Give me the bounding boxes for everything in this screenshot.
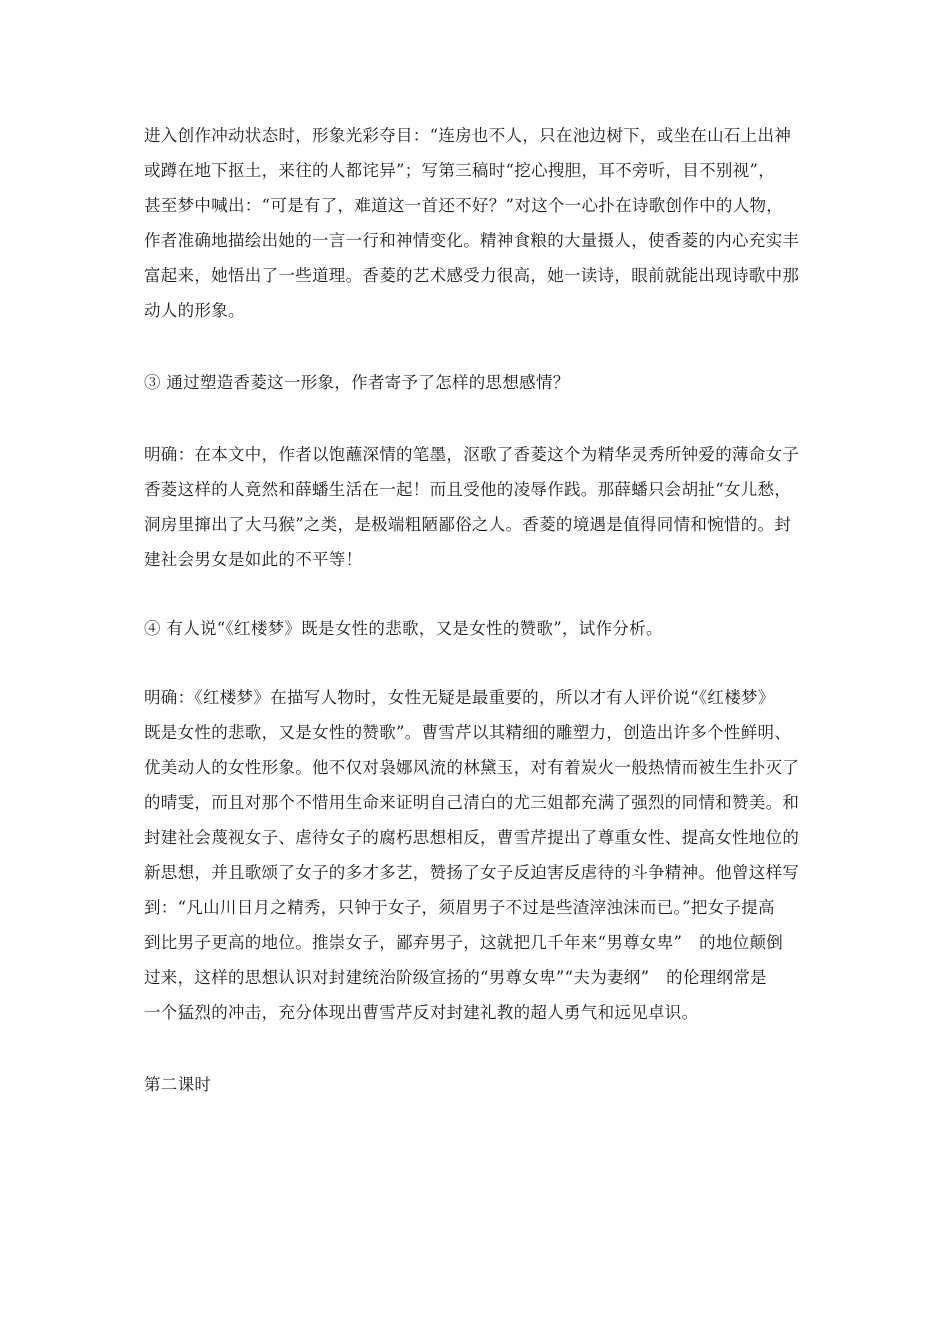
text-line: 的晴雯，而且对那个不惜用生命来证明自己清白的尤三姐都充满了强烈的同情和赞美。和 — [144, 793, 800, 812]
question-3: ③ 通过塑造香菱这一形象，作者寄予了怎样的思想感情？ — [144, 373, 570, 392]
text-line: 到比男子更高的地位。推崇女子，鄙弃男子，这就把几千年来“男尊女卑” 的地位颠倒 — [144, 933, 784, 952]
text-line: 优美动人的女性形象。他不仅对袅娜风流的林黛玉，对有着炭火一般热情而被生生扑灭了 — [144, 758, 800, 777]
paragraph-spacer — [144, 577, 814, 611]
question-4: ④ 有人说“《红楼梦》既是女性的悲歌，又是女性的赞歌”，试作分析。 — [144, 619, 663, 638]
text-line: 过来，这样的思想认识对封建统治阶级宣扬的“男尊女卑”“夫为妻纲” 的伦理纲常是 — [144, 968, 767, 987]
text-line: 建社会男女是如此的不平等！ — [144, 550, 363, 569]
answer-4 — [144, 680, 814, 1030]
paragraph-spacer — [144, 328, 814, 365]
text-line: 香菱这样的人竟然和薛蟠生活在一起！而且受他的凌辱作践。那薛蟠只会胡扯“女儿愁， — [144, 480, 792, 499]
paragraph-spacer — [144, 400, 814, 437]
text-line: 或蹲在地下抠土，来往的人都诧异”；写第三稿时“挖心搜胆，耳不旁听，目不别视”， — [144, 161, 776, 180]
text-line: 富起来，她悟出了一些道理。香菱的艺术感受力很高，她一读诗，眼前就能出现诗歌中那 — [144, 266, 800, 285]
text-line: 作者准确地描绘出她的一言一行和神情变化。精神食粮的大量摄人，使香菱的内心充实丰 — [144, 231, 800, 250]
text-line: 既是女性的悲歌，又是女性的赞歌”。曹雪芹以其精细的雕塑力，创造出许多个性鲜明、 — [144, 723, 792, 742]
answer-3 — [144, 437, 814, 577]
paragraph-continuation — [144, 118, 814, 328]
text-line: 一个猛烈的冲击，充分体现出曹雪芹反对封建礼教的超人勇气和远见卓识。 — [144, 1003, 699, 1022]
text-line: 进入创作冲动状态时，形象光彩夺目：“连房也不人，只在池边树下，或坐在山石上出神 — [144, 126, 792, 145]
text-line: 洞房里撺出了大马猴”之类，是极端粗陋鄙俗之人。香菱的境遇是值得同情和惋惜的。封 — [144, 515, 792, 534]
text-line: 新思想，并且歌颂了女子的多才多艺，赞扬了女子反迫害反虐待的斗争精神。他曾这样写 — [144, 863, 800, 882]
text-line: 到：“凡山川日月之精秀，只钟于女子，须眉男子不过是些渣滓浊沫而已。”把女子提高 — [144, 898, 775, 917]
paragraph-spacer — [144, 646, 814, 680]
text-line: 动人的形象。 — [144, 301, 245, 320]
paragraph-spacer — [144, 1030, 814, 1067]
document-page — [144, 118, 814, 1102]
text-line: 甚至梦中喊出：“可是有了，难道这一首还不好？”对这个一心扑在诗歌创作中的人物， — [144, 196, 784, 215]
section-heading: 第二课时 — [144, 1075, 212, 1094]
text-line: 明确：《红楼梦》在描写人物时，女性无疑是最重要的，所以才有人评价说“《红楼梦》 — [144, 688, 775, 707]
text-line: 封建社会蔑视女子、虐待女子的腐朽思想相反，曹雪芹提出了尊重女性、提高女性地位的 — [144, 828, 800, 847]
text-line: 明确：在本文中，作者以饱蘸深情的笔墨，沤歌了香菱这个为精华灵秀所钟爱的薄命女子 — [144, 445, 800, 464]
